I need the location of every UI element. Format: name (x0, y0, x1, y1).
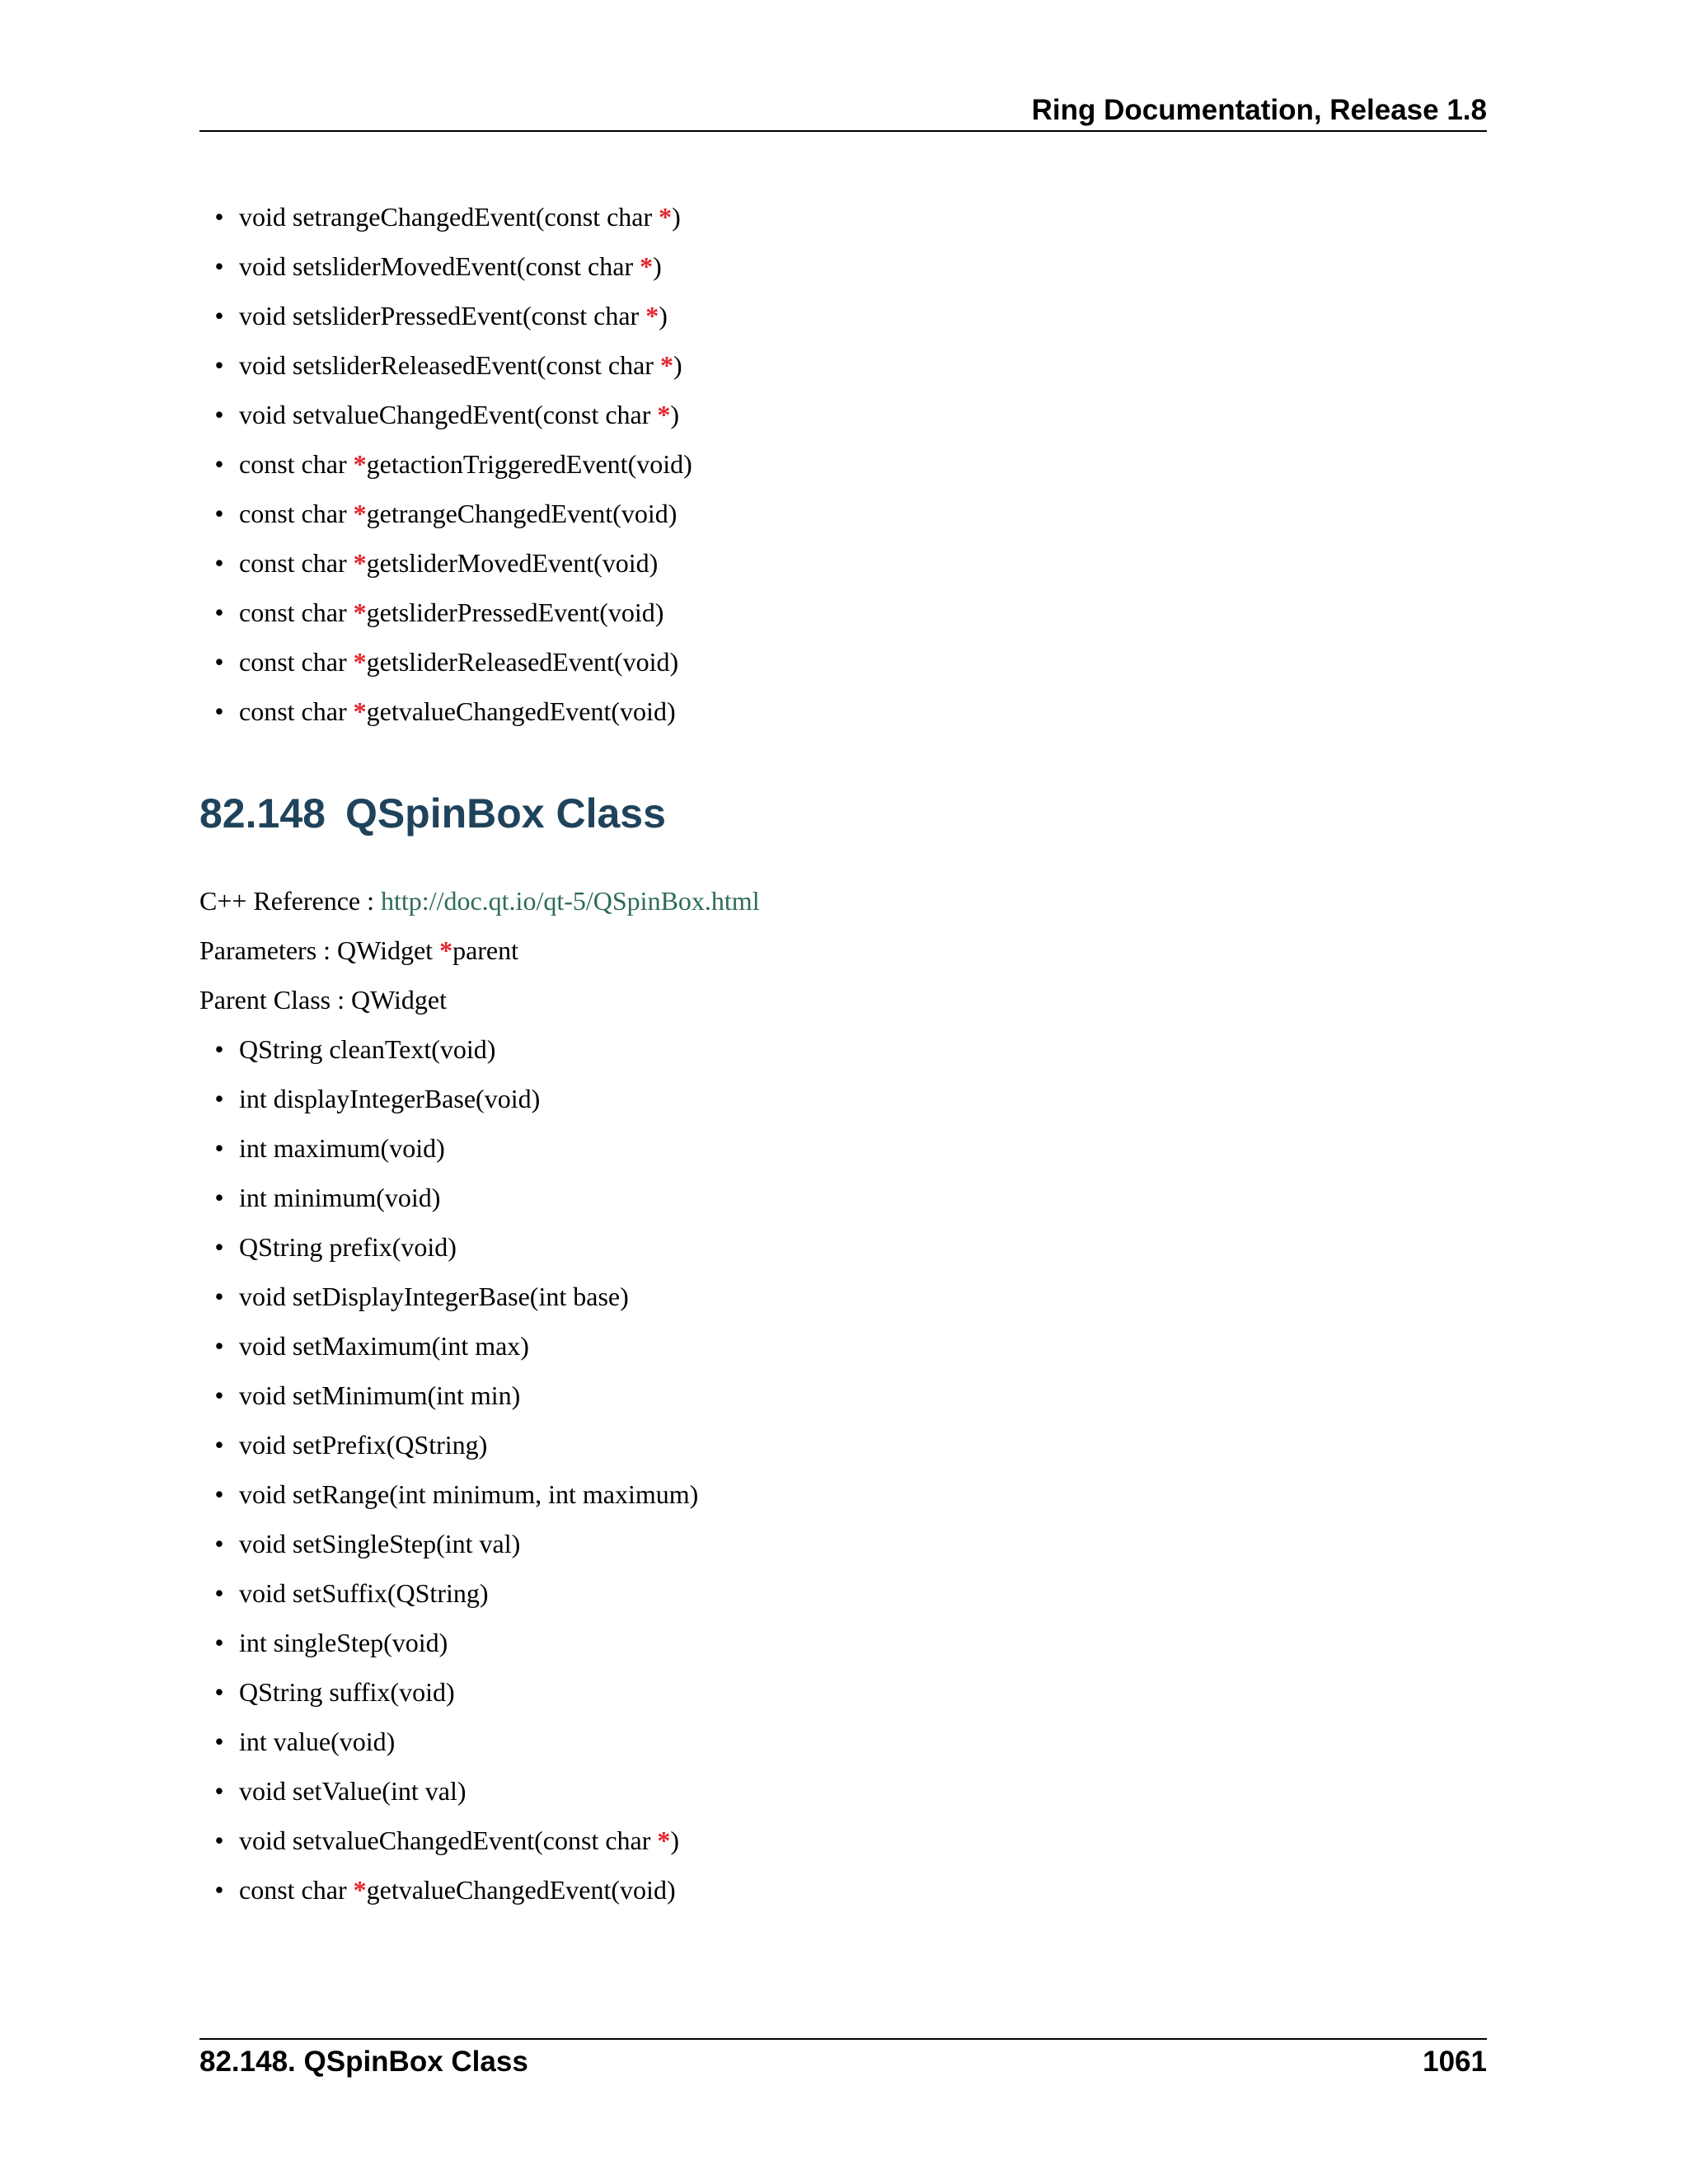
list-item (214, 1667, 698, 1717)
list-item (214, 1123, 698, 1173)
reference-link[interactable]: http://doc.qt.io/qt-5/QSpinBox.html (381, 886, 760, 916)
item-text: const char (239, 499, 354, 528)
item-text: void setvalueChangedEvent(const char (239, 400, 658, 429)
list-item (214, 1816, 698, 1865)
list-item (214, 687, 692, 736)
list-item (214, 390, 692, 439)
pointer-star: * (645, 301, 659, 330)
item-text: int displayIntegerBase(void) (239, 1084, 541, 1113)
item-text: void setPrefix(QString) (239, 1430, 488, 1460)
bullet-icon: • (214, 1084, 224, 1113)
bullet-icon: • (214, 1677, 224, 1707)
item-text-tail: getvalueChangedEvent(void) (366, 1875, 676, 1905)
list-item (214, 538, 692, 588)
item-text: const char (239, 598, 354, 627)
item-text: const char (239, 548, 354, 578)
item-text: QString cleanText(void) (239, 1034, 496, 1064)
item-text-tail: ) (653, 251, 662, 281)
item-text-tail: getrangeChangedEvent(void) (366, 499, 678, 528)
bullet-icon: • (214, 1875, 224, 1905)
list-item (214, 1024, 698, 1074)
item-text: const char (239, 449, 354, 479)
bullet-icon: • (214, 696, 224, 726)
list-item (214, 588, 692, 637)
bullet-icon: • (214, 202, 224, 232)
list-item (214, 439, 692, 489)
bullet-icon: • (214, 1232, 224, 1262)
item-text: void setMaximum(int max) (239, 1331, 529, 1361)
list-item (214, 1618, 698, 1667)
pointer-star: * (640, 251, 654, 281)
list-item (214, 1469, 699, 1519)
bullet-icon: • (214, 1380, 224, 1410)
section-title: QSpinBox Class (345, 790, 666, 837)
running-header: Ring Documentation, Release 1.8 (1031, 94, 1487, 126)
item-text: void setRange(int minimum, int maximum) (239, 1479, 699, 1509)
item-text: void setsliderMovedEvent(const char (239, 251, 640, 281)
bullet-icon: • (214, 647, 224, 677)
item-text-tail: getactionTriggeredEvent(void) (366, 449, 692, 479)
section-number: 82.148 (199, 790, 326, 837)
list-item (214, 192, 692, 241)
bullet-icon: • (214, 1331, 224, 1361)
bullet-icon: • (214, 548, 224, 578)
pointer-star: * (439, 935, 453, 965)
list-item (214, 1074, 698, 1123)
pointer-star: * (657, 400, 671, 429)
section-heading (199, 787, 666, 840)
bullet-icon: • (214, 1578, 224, 1608)
item-text: int singleStep(void) (239, 1628, 448, 1657)
page-number: 1061 (1423, 2046, 1487, 2078)
item-text: void setvalueChangedEvent(const char (239, 1825, 658, 1855)
item-text-tail: ) (672, 202, 681, 232)
item-text: QString prefix(void) (239, 1232, 457, 1262)
item-text: void setValue(int val) (239, 1776, 467, 1806)
bullet-icon: • (214, 1727, 224, 1756)
list-item (214, 241, 692, 291)
pointer-star: * (353, 647, 367, 677)
pointer-star: * (353, 696, 367, 726)
pointer-star: * (659, 350, 673, 380)
item-text: int maximum(void) (239, 1133, 445, 1163)
item-text-tail: ) (673, 350, 682, 380)
item-text: int value(void) (239, 1727, 396, 1756)
list-item (214, 1222, 698, 1272)
pointer-star: * (353, 598, 367, 627)
item-text: void setrangeChangedEvent(const char (239, 202, 659, 232)
list-item (214, 1766, 698, 1816)
parent-class: Parent Class : QWidget (199, 985, 447, 1015)
pointer-star: * (657, 1825, 671, 1855)
list-item (214, 291, 692, 340)
list-item (214, 1717, 698, 1766)
item-text: void setSingleStep(int val) (239, 1529, 521, 1558)
header-rule (199, 130, 1487, 132)
pointer-star: * (353, 548, 367, 578)
method-list-qspinbox (214, 1024, 699, 1915)
item-text: const char (239, 647, 354, 677)
bullet-icon: • (214, 350, 224, 380)
pointer-star: * (353, 499, 367, 528)
item-text: void setsliderPressedEvent(const char (239, 301, 646, 330)
list-item (214, 1519, 698, 1568)
item-text: const char (239, 1875, 354, 1905)
item-text-tail: getsliderMovedEvent(void) (366, 548, 659, 578)
bullet-icon: • (214, 301, 224, 330)
item-text: int minimum(void) (239, 1183, 441, 1212)
list-item (214, 1420, 698, 1469)
list-item (214, 637, 692, 687)
bullet-icon: • (214, 598, 224, 627)
list-item (214, 1865, 698, 1915)
bullet-icon: • (214, 1183, 224, 1212)
reference-label: C++ Reference : (199, 886, 381, 916)
list-item (214, 1371, 698, 1420)
bullet-icon: • (214, 499, 224, 528)
list-item (214, 1568, 698, 1618)
item-text: void setSuffix(QString) (239, 1578, 489, 1608)
item-text-tail: ) (670, 400, 680, 429)
item-text-tail: getsliderPressedEvent(void) (366, 598, 664, 627)
footer-rule (199, 2038, 1487, 2040)
item-text-tail: ) (670, 1825, 680, 1855)
bullet-icon: • (214, 1430, 224, 1460)
bullet-icon: • (214, 1479, 224, 1509)
item-text-tail: ) (659, 301, 668, 330)
list-item (214, 1173, 698, 1222)
parameters-label: Parameters : QWidget (199, 935, 440, 965)
bullet-icon: • (214, 400, 224, 429)
pointer-star: * (353, 1875, 367, 1905)
item-text: const char (239, 696, 354, 726)
parameters-value: parent (452, 935, 519, 965)
pointer-star: * (353, 449, 367, 479)
item-text: void setDisplayIntegerBase(int base) (239, 1282, 629, 1311)
parameters (199, 926, 518, 975)
bullet-icon: • (214, 1282, 224, 1311)
list-item (214, 340, 692, 390)
item-text: QString suffix(void) (239, 1677, 455, 1707)
method-list-qslider (214, 192, 692, 736)
pointer-star: * (659, 202, 673, 232)
bullet-icon: • (214, 1825, 224, 1855)
bullet-icon: • (214, 1776, 224, 1806)
bullet-icon: • (214, 1628, 224, 1657)
item-text: void setMinimum(int min) (239, 1380, 521, 1410)
bullet-icon: • (214, 1133, 224, 1163)
list-item (214, 1272, 698, 1321)
bullet-icon: • (214, 1034, 224, 1064)
item-text: void setsliderReleasedEvent(const char (239, 350, 660, 380)
item-text-tail: getsliderReleasedEvent(void) (366, 647, 679, 677)
bullet-icon: • (214, 251, 224, 281)
item-text-tail: getvalueChangedEvent(void) (366, 696, 676, 726)
list-item (214, 489, 692, 538)
bullet-icon: • (214, 449, 224, 479)
cpp-reference (199, 876, 760, 926)
footer-section: 82.148. QSpinBox Class (199, 2046, 528, 2078)
bullet-icon: • (214, 1529, 224, 1558)
list-item (214, 1321, 698, 1371)
